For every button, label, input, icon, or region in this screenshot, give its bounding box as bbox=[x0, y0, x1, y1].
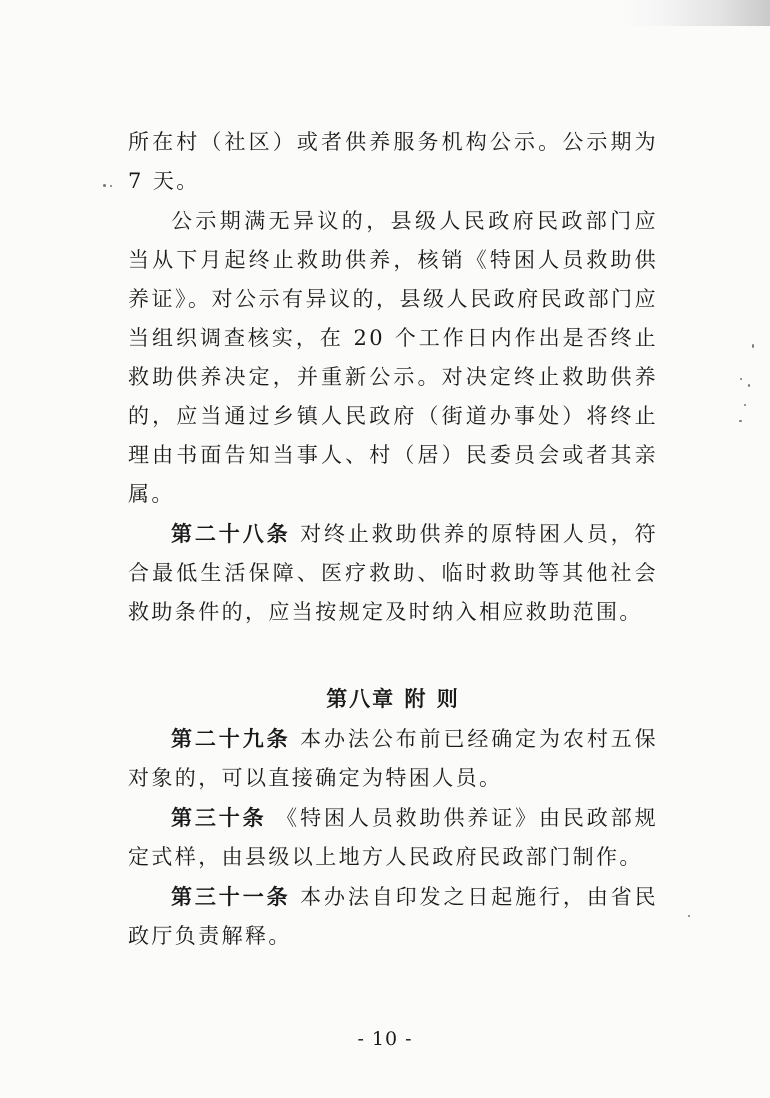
article-28 bbox=[128, 514, 658, 632]
article-spacer bbox=[290, 727, 300, 751]
paragraph-text: 《特困人员救助供养证》由民政部规定式样，由县级以上地方人民政府民政部门制作。 bbox=[128, 806, 659, 869]
page-number: - 10 - bbox=[357, 1028, 413, 1050]
article-number: 第二十八条 bbox=[171, 521, 291, 546]
chapter-heading: 第八章 附 则 bbox=[326, 686, 460, 711]
article-29 bbox=[128, 719, 658, 798]
scan-speck bbox=[740, 378, 742, 380]
article-number: 第三十一条 bbox=[171, 884, 291, 909]
article-spacer bbox=[290, 885, 300, 909]
article-31 bbox=[128, 877, 658, 956]
article-number: 第二十九条 bbox=[171, 726, 291, 751]
paragraph bbox=[128, 122, 658, 201]
paragraph-text: 本办法自印发之日起施行，由省民政厅负责解释。 bbox=[128, 885, 659, 948]
scan-speck bbox=[739, 420, 742, 422]
document-body bbox=[128, 122, 658, 956]
scan-speck bbox=[110, 185, 112, 187]
paragraph-text: 公示期满无异议的，县级人民政府民政部门应当从下月起终止救助供养，核销《特困人员救助供养证》。对公示有异议的，县级人民政府民政部门应当组织调查核实，在 20 个工作日内作出是否终止救助供养决定，并重新公示。对决定终止救助供养的，应当通过乡镇人民政府（街道办事处）将终止理由书面告知当事人、村（居）民委员会或者其亲属。 bbox=[128, 209, 658, 506]
scan-shadow bbox=[620, 0, 770, 26]
paragraph-text: 所在村（社区）或者供养服务机构公示。公示期为 7 天。 bbox=[128, 130, 658, 193]
paragraph-text: 本办法公布前已经确定为农村五保对象的，可以直接确定为特困人员。 bbox=[128, 727, 659, 790]
scan-speck bbox=[744, 404, 746, 406]
scan-speck bbox=[103, 184, 106, 187]
article-spacer bbox=[290, 522, 300, 546]
scan-speck bbox=[748, 384, 750, 387]
scan-speck bbox=[688, 915, 690, 917]
paragraph-text: 对终止救助供养的原特困人员，符合最低生活保障、医疗救助、临时救助等其他社会救助条件的，应当按规定及时纳入相应救助范围。 bbox=[128, 522, 659, 624]
paragraph bbox=[128, 201, 658, 514]
article-number: 第三十条 bbox=[171, 805, 267, 830]
scan-speck bbox=[752, 344, 754, 348]
article-spacer bbox=[267, 806, 277, 830]
article-30 bbox=[128, 798, 658, 877]
